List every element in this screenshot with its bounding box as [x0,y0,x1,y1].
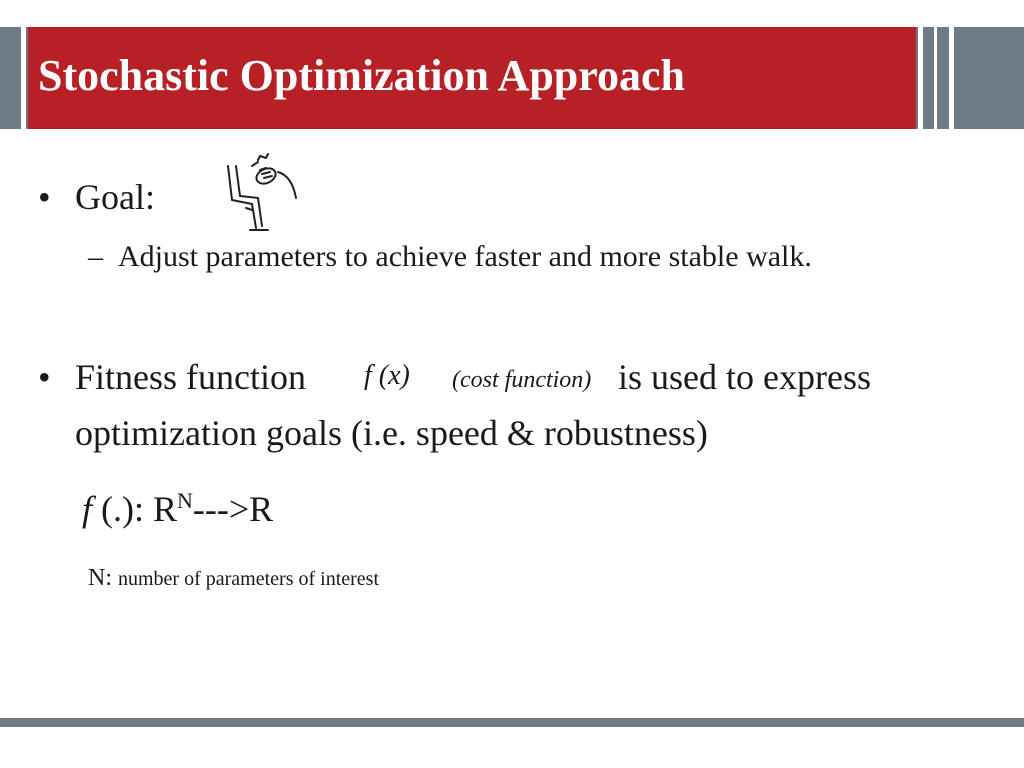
n-description: number of parameters of interest [118,568,380,590]
header-stripe [949,27,954,129]
n-note [88,565,379,592]
mapping-f: f [82,489,93,529]
header-stripe [934,27,937,129]
goal-sub-dash: – [88,240,103,273]
n-label: N: [88,565,112,591]
cost-function-note: (cost function) [452,367,592,393]
mapping-expression [82,488,273,530]
slide-title: Stochastic Optimization Approach [38,51,686,100]
fitness-line2: optimization goals (i.e. speed & robustness) [75,413,708,453]
mapping-tail: --->R [192,489,274,529]
goal-label: Goal: [75,177,155,217]
header-stripe [918,27,923,129]
footer-bar [0,718,1024,727]
robot-sketch-icon [222,152,302,234]
header-stripe [21,27,26,129]
fitness-suffix: is used to express [618,357,871,397]
fitness-prefix: Fitness function [75,357,306,397]
goal-sub-text: Adjust parameters to achieve faster and more stable walk. [118,240,812,273]
bullet-fitness: • [38,357,51,397]
mapping-domain: (.): R [101,489,178,529]
bullet-goal: • [38,177,51,217]
mapping-sup: N [177,488,193,513]
fitness-formula: f (x) [364,360,410,391]
